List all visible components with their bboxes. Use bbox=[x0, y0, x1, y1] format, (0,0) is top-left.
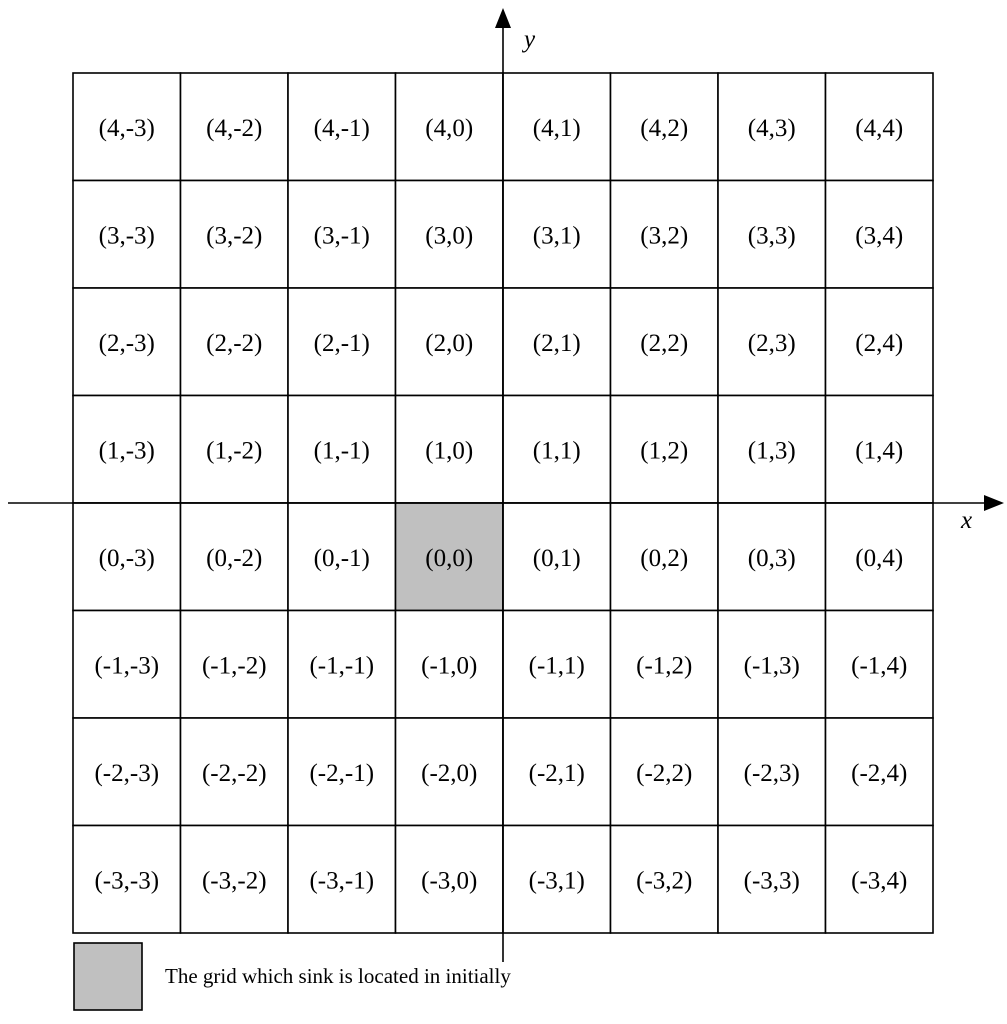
grid-cell-label: (3,-2) bbox=[206, 222, 263, 250]
x-axis-arrowhead bbox=[984, 495, 1004, 511]
grid-cell-label: (-1,-3) bbox=[94, 652, 160, 680]
grid-cell-label: (0,-2) bbox=[206, 544, 263, 572]
grid-cell-label: (3,2) bbox=[640, 222, 689, 250]
grid-cell-label: (-1,-1) bbox=[309, 652, 375, 680]
grid-cell-label: (1,-3) bbox=[98, 437, 155, 465]
legend-swatch bbox=[74, 943, 142, 1010]
grid-cell-label: (-1,2) bbox=[636, 652, 693, 680]
grid-cell-label: (1,4) bbox=[855, 437, 904, 465]
grid-cell-label: (-1,3) bbox=[743, 652, 800, 680]
grid-cell-label: (-1,-2) bbox=[201, 652, 267, 680]
grid-cell-label: (0,0) bbox=[425, 544, 474, 572]
grid-cell-label: (3,-3) bbox=[98, 222, 155, 250]
grid-cell-label: (0,1) bbox=[532, 544, 581, 572]
grid-cell-label: (-3,-1) bbox=[309, 867, 375, 895]
grid-cell-label: (4,0) bbox=[425, 114, 474, 142]
grid-cell-label: (2,3) bbox=[747, 329, 796, 357]
grid-cell-label: (2,-3) bbox=[98, 329, 155, 357]
grid-cell-label: (1,3) bbox=[747, 437, 796, 465]
grid-cell-label: (2,4) bbox=[855, 329, 904, 357]
grid-cell-label: (4,-1) bbox=[313, 114, 370, 142]
grid-cell-label: (0,3) bbox=[747, 544, 796, 572]
grid-cell-label: (2,-1) bbox=[313, 329, 370, 357]
grid-cell-label: (-1,1) bbox=[528, 652, 585, 680]
grid-cell-label: (-3,-3) bbox=[94, 867, 160, 895]
grid-cell-label: (-2,2) bbox=[636, 759, 693, 787]
grid-cell-label: (4,2) bbox=[640, 114, 689, 142]
grid-cell-label: (-2,-2) bbox=[201, 759, 267, 787]
grid-cell-label: (-3,3) bbox=[743, 867, 800, 895]
grid-cell-label: (1,1) bbox=[532, 437, 581, 465]
grid-cell-label: (1,0) bbox=[425, 437, 474, 465]
grid-cell-label: (-2,1) bbox=[528, 759, 585, 787]
grid-cell-label: (-2,-1) bbox=[309, 759, 375, 787]
grid-cell-label: (2,0) bbox=[425, 329, 474, 357]
grid-cell-label: (4,-2) bbox=[206, 114, 263, 142]
grid-cell-label: (3,3) bbox=[747, 222, 796, 250]
x-axis-label: x bbox=[961, 507, 973, 534]
grid-cell-label: (1,-2) bbox=[206, 437, 263, 465]
grid-cell-label: (0,4) bbox=[855, 544, 904, 572]
grid-cell-label: (0,-3) bbox=[98, 544, 155, 572]
grid-cell-label: (1,2) bbox=[640, 437, 689, 465]
grid-cell-label: (-3,0) bbox=[421, 867, 478, 895]
grid-cell-label: (1,-1) bbox=[313, 437, 370, 465]
grid-cell-label: (-1,0) bbox=[421, 652, 478, 680]
grid-cell-label: (-2,-3) bbox=[94, 759, 160, 787]
grid-cell-label: (2,1) bbox=[532, 329, 581, 357]
grid-cell-label: (-2,4) bbox=[851, 759, 908, 787]
grid-cell-label: (-3,2) bbox=[636, 867, 693, 895]
grid-cell-label: (3,4) bbox=[855, 222, 904, 250]
grid-cell-label: (2,-2) bbox=[206, 329, 263, 357]
grid-cell-label: (-3,4) bbox=[851, 867, 908, 895]
grid-cell-label: (-1,4) bbox=[851, 652, 908, 680]
grid-cell-label: (-3,-2) bbox=[201, 867, 267, 895]
grid-cell-label: (-2,3) bbox=[743, 759, 800, 787]
y-axis-label: y bbox=[524, 26, 536, 53]
grid-cell-label: (4,4) bbox=[855, 114, 904, 142]
grid-cell-label: (-2,0) bbox=[421, 759, 478, 787]
legend-text: The grid which sink is located in initially bbox=[165, 964, 511, 988]
grid-cell-label: (3,0) bbox=[425, 222, 474, 250]
grid-cell-label: (3,1) bbox=[532, 222, 581, 250]
grid-cell-label: (3,-1) bbox=[313, 222, 370, 250]
grid-cell-label: (2,2) bbox=[640, 329, 689, 357]
grid-cell-label: (0,2) bbox=[640, 544, 689, 572]
y-axis-arrowhead bbox=[495, 8, 511, 28]
grid-cell-label: (4,-3) bbox=[98, 114, 155, 142]
grid-cell-label: (-3,1) bbox=[528, 867, 585, 895]
grid-cell-label: (4,3) bbox=[747, 114, 796, 142]
grid-cell-label: (4,1) bbox=[532, 114, 581, 142]
grid-cell-label: (0,-1) bbox=[313, 544, 370, 572]
